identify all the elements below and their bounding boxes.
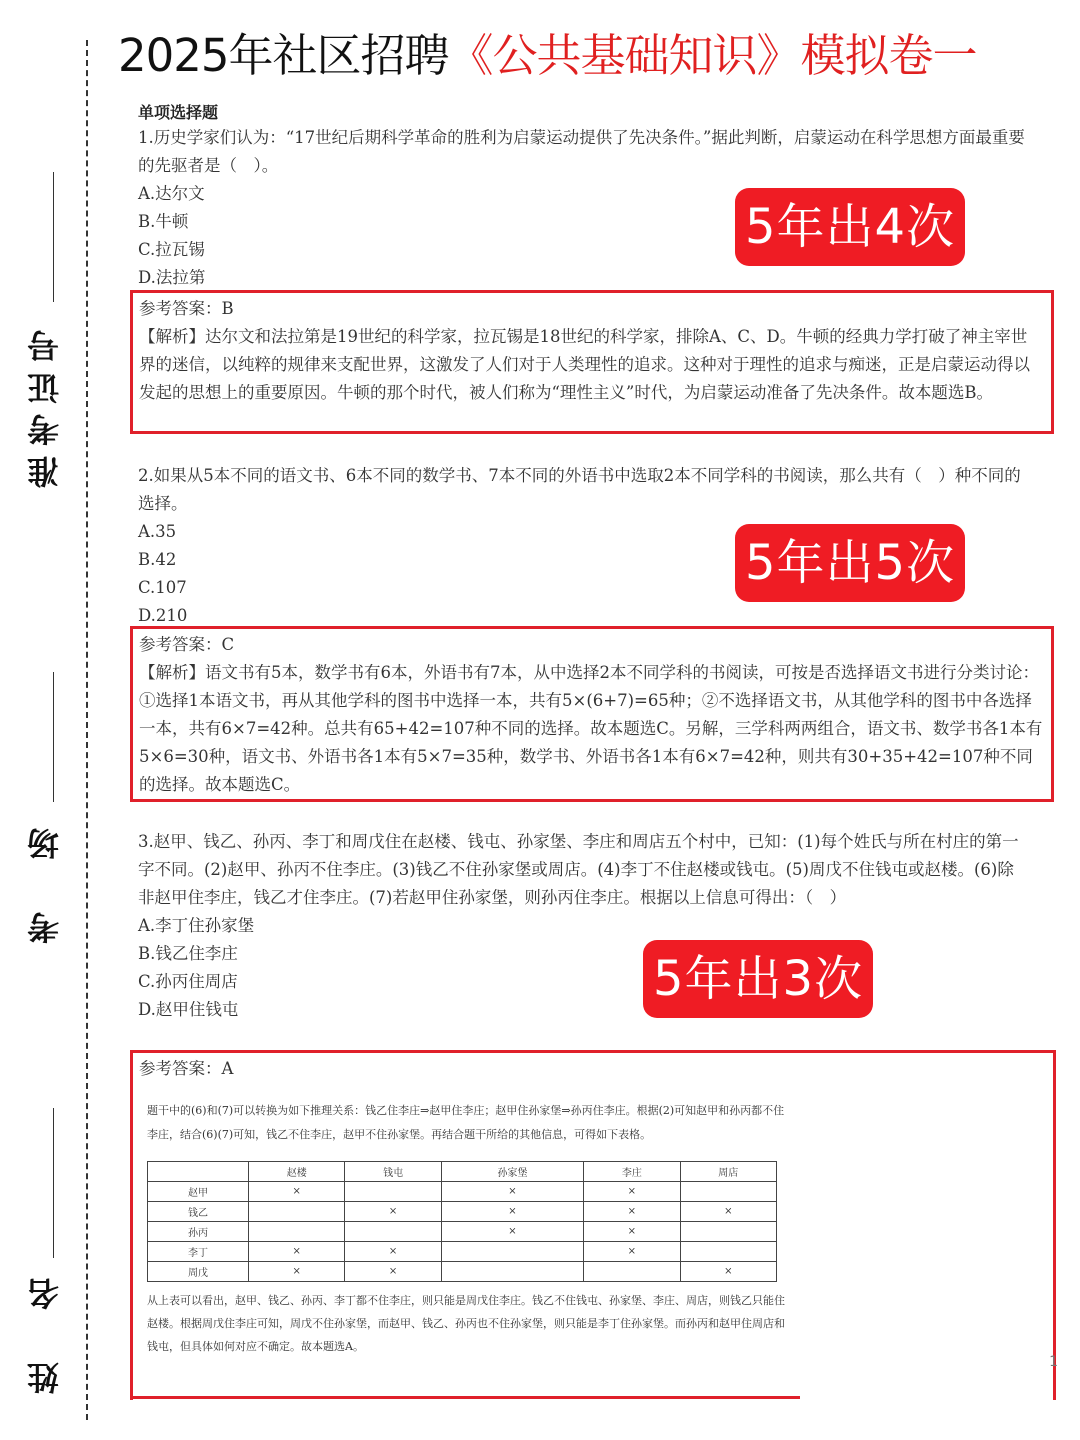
table-cell: 周戊 [148, 1262, 249, 1282]
table-cell: 孙丙 [148, 1222, 249, 1242]
table-cell [680, 1242, 776, 1262]
question-stem: 2.如果从5本不同的语文书、6本不同的数学书、7本不同的外语书中选取2本不同学科的书阅读，那么共有（ ）种不同的选择。 [138, 466, 1021, 513]
option: B.42 [138, 550, 177, 569]
analysis-text: 【解析】语文书有5本，数学书有6本，外语书有7本，从中选择2本不同学科的书阅读，可按是否选择语文书进行分类讨论：①选择1本语文书，再从其他学科的图书中选择一本，共有5×(6+7)=65种；②不选择语文书，从其他学科的图书中各选择一本，共有6×7=42种。总共有65+42=107种不同的选择。故本题选C。另解，三学科两两组合，语文书、数学书各1本有5×6=30种，语文书、外语书各1本有5×7=35种，数学书、外语书各1本有6×7=42种，则共有30+35+42=107种不同的选择。故本题选C。 [139, 663, 1043, 794]
question-stem: 3.赵甲、钱乙、孙丙、李丁和周戊住在赵楼、钱屯、孙家堡、李庄和周店五个村中，已知：(1)每个姓氏与所在村庄的第一字不同。(2)赵甲、孙丙不住李庄。(3)钱乙不住孙家堡或周店。(4)李丁不住赵楼或钱屯。(5)周戊不住钱屯或赵楼。(6)除非赵甲住李庄，钱乙才住李庄。(7)若赵甲住孙家堡，则孙丙住李庄。根据以上信息可得出：（ ） [138, 832, 1019, 907]
table-cell: × [680, 1262, 776, 1282]
question-3 [138, 828, 1028, 1024]
table-row [148, 1202, 777, 1222]
table-row [148, 1182, 777, 1202]
option: B.钱乙住李庄 [138, 944, 238, 963]
table-cell: × [680, 1202, 776, 1222]
binding-dashed-line [86, 40, 88, 1420]
table-header-cell: 周店 [680, 1162, 776, 1182]
table-cell: × [441, 1222, 583, 1242]
table-cell [249, 1222, 345, 1242]
answer-box-1 [130, 290, 1054, 434]
table-cell [345, 1182, 441, 1202]
exam-room-label: 考 场 [26, 818, 64, 944]
table-row [148, 1242, 777, 1262]
question-stem: 1.历史学家们认为：“17世纪后期科学革命的胜利为启蒙运动提供了先决条件。”据此判断，启蒙运动在科学思想方面最重要的先驱者是（ ）。 [138, 128, 1025, 175]
option: A.李丁住孙家堡 [138, 916, 255, 935]
table-cell: × [345, 1242, 441, 1262]
option: C.107 [138, 578, 187, 597]
frequency-badge: 5年出4次 [735, 188, 965, 266]
option: D.法拉第 [138, 268, 206, 287]
option: A.达尔文 [138, 184, 205, 203]
table-header-cell: 赵楼 [249, 1162, 345, 1182]
title-red: 《公共基础知识》模拟卷一 [448, 29, 977, 82]
option: D.210 [138, 606, 188, 625]
analysis-text: 从上表可以看出，赵甲、钱乙、孙丙、李丁都不住李庄，则只能是周戊住李庄。钱乙不住钱屯、孙家堡、李庄、周店，则钱乙只能住赵楼。根据周戊住李庄可知，周戊不住孙家堡，而赵甲、钱乙、孙丙也不住孙家堡，则只能是李丁住孙家堡。而孙丙和赵甲住周店和钱屯，但具体如何对应不确定。故本题选A。 [147, 1294, 785, 1353]
table-cell: 赵甲 [148, 1182, 249, 1202]
page-title [118, 28, 1068, 84]
table-cell: × [249, 1242, 345, 1262]
answer-label: 参考答案：B [139, 299, 234, 318]
option: C.拉瓦锡 [138, 240, 205, 259]
table-header-cell: 钱屯 [345, 1162, 441, 1182]
table-cell: 钱乙 [148, 1202, 249, 1222]
option: A.35 [138, 522, 177, 541]
table-cell: × [345, 1262, 441, 1282]
table-cell: × [584, 1222, 680, 1242]
answer-box-2 [130, 626, 1054, 802]
logic-table [147, 1161, 777, 1282]
section-title: 单项选择题 [138, 103, 219, 122]
page-number: 1 [1049, 1354, 1058, 1370]
table-header-cell [148, 1162, 249, 1182]
answer-label: 参考答案：A [139, 1059, 234, 1078]
table-cell: × [441, 1202, 583, 1222]
table-header-row [148, 1162, 777, 1182]
table-cell: × [441, 1182, 583, 1202]
table-cell [680, 1182, 776, 1202]
table-cell: × [249, 1262, 345, 1282]
option: D.赵甲住钱屯 [138, 1000, 239, 1019]
table-cell [441, 1262, 583, 1282]
analysis-text: 【解析】达尔文和法拉第是19世纪的科学家，拉瓦锡是18世纪的科学家，排除A、C、D。牛顿的经典力学打破了神主宰世界的迷信，以纯粹的规律来支配世界，这激发了人们对于人类理性的追求。这种对于理性的追求与痴迷，正是启蒙运动得以发起的思想上的重要原因。牛顿的那个时代，被人们称为“理性主义”时代，为启蒙运动准备了先决条件。故本题选B。 [139, 327, 1030, 402]
table-cell: × [249, 1182, 345, 1202]
table-cell [249, 1202, 345, 1222]
name-underline [53, 1108, 54, 1258]
table-header-cell: 孙家堡 [441, 1162, 583, 1182]
answer-box-3 [130, 1050, 1056, 1400]
exam-id-label: 准考证号 [26, 320, 64, 488]
frequency-badge: 5年出5次 [735, 524, 965, 602]
table-cell [680, 1222, 776, 1242]
name-label: 姓 名 [26, 1268, 64, 1394]
table-cell [584, 1262, 680, 1282]
answer-box-3-bottom-edge [130, 1396, 800, 1399]
option: C.孙丙住周店 [138, 972, 238, 991]
exam-id-underline [53, 172, 54, 302]
option: B.牛顿 [138, 212, 189, 231]
table-cell: × [584, 1242, 680, 1262]
table-cell [441, 1242, 583, 1262]
analysis-text: 题干中的(6)和(7)可以转换为如下推理关系：钱乙住李庄⇒赵甲住李庄；赵甲住孙家堡⇒孙丙住李庄。根据(2)可知赵甲和孙丙都不住李庄，结合(6)(7)可知，钱乙不住李庄，赵甲不住孙家堡。再结合题干所给的其他信息，可得如下表格。 [147, 1104, 785, 1141]
exam-room-underline [53, 672, 54, 802]
table-cell [345, 1222, 441, 1242]
scanned-analysis-intro [147, 1099, 787, 1147]
frequency-badge: 5年出3次 [643, 940, 873, 1018]
scanned-analysis-conclusion [147, 1289, 787, 1358]
answer-label: 参考答案：C [139, 635, 235, 654]
table-row [148, 1222, 777, 1242]
title-black: 2025年社区招聘 [118, 29, 449, 82]
table-header-cell: 李庄 [584, 1162, 680, 1182]
table-cell: × [345, 1202, 441, 1222]
table-cell: 李丁 [148, 1242, 249, 1262]
table-cell: × [584, 1202, 680, 1222]
table-cell: × [584, 1182, 680, 1202]
table-row [148, 1262, 777, 1282]
